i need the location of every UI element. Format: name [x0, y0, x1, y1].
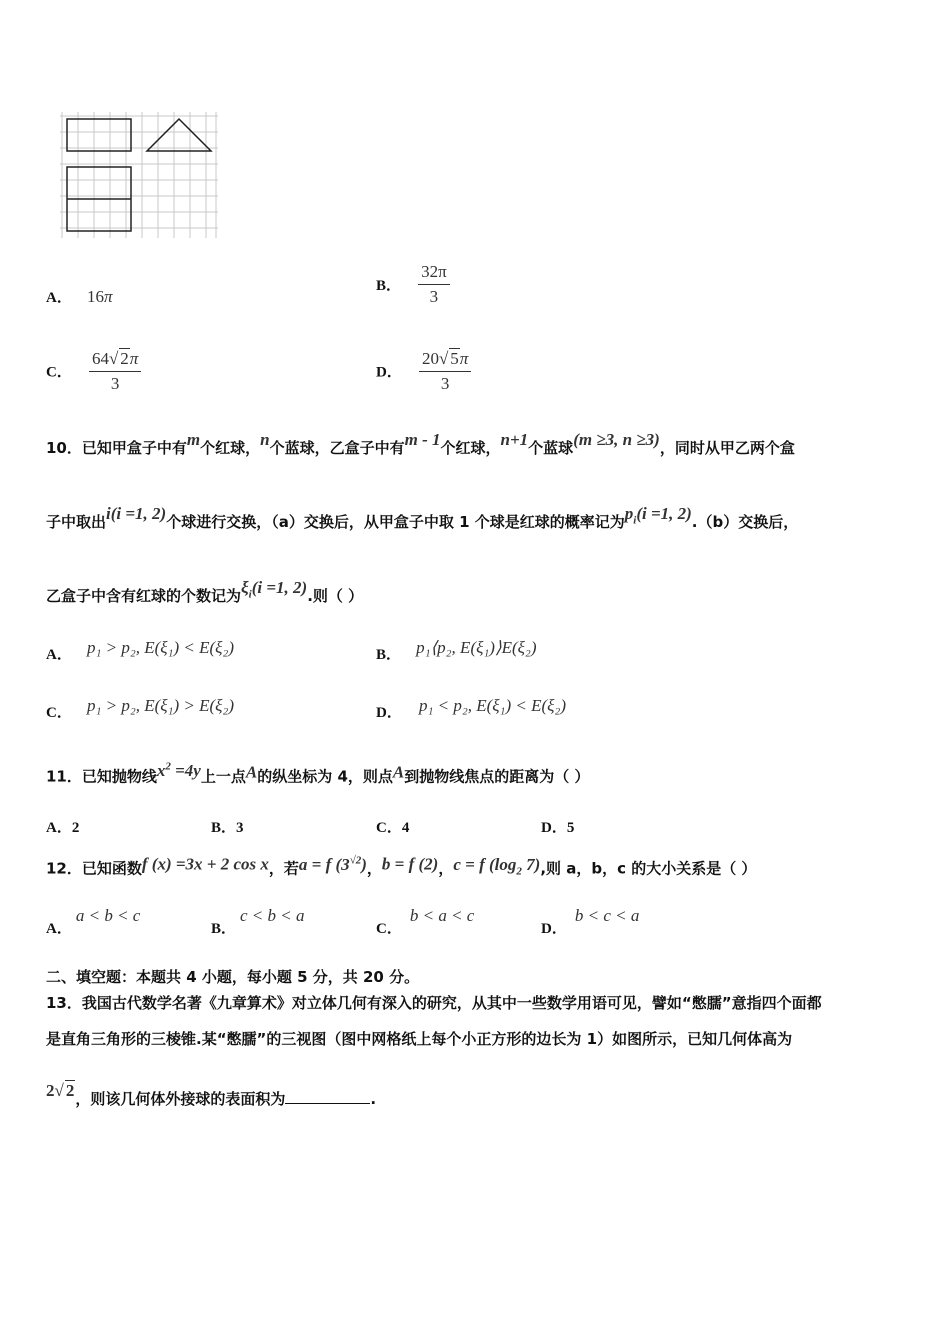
three-view-figure — [58, 110, 220, 240]
q12-option-c[interactable]: C．b < a < c — [376, 906, 475, 937]
fraction: $\frac{32\pi}{3}$ — [418, 262, 450, 307]
q10-line2: 子中取出i(i =1, 2)个球进行交换，（a）交换后，从甲盒子中取 1 个球是红球的概率记为$p_i(i =1$, 2).（b）交换后， — [46, 504, 799, 531]
q11-option-c[interactable]: C．4 — [376, 820, 410, 836]
side-view — [147, 119, 211, 151]
front-view — [67, 119, 131, 151]
q10-line3: 乙盒子中含有红球的个数记为$\xi_i(i =1$, 2).则（ ） — [46, 578, 364, 605]
q11-stem: 11．已知抛物线$x^2 =4y$上一点A的纵坐标为 4，则点A到抛物线焦点的距离为（ ） — [46, 760, 590, 786]
q13-line2: 是直角三角形的三棱锥.某“憋臑”的三视图（图中网格纸上每个小正方形的边长为 1）如图所示，已知几何体高为 — [46, 1030, 793, 1048]
q11-option-a[interactable]: A．2 — [46, 820, 80, 836]
q13-line1: 13．我国古代数学名著《九章算术》对立体几何有深入的研究，从其中一些数学用语可见，譬如“憋臑”意指四个面都 — [46, 994, 822, 1012]
q10-option-d[interactable]: D． p₁ < p₂, E(ξ₁) < E(ξ₂) — [376, 696, 566, 721]
fraction: $\frac{64√ 2\pi}{3}$ — [89, 348, 141, 394]
q12-option-b[interactable]: B．c < b < a — [211, 906, 305, 937]
q10-option-a[interactable]: A． p₁ > p₂, E(ξ₁) < E(ξ₂) — [46, 638, 234, 663]
q12-stem: 12．已知函数f (x) =3x + 2 cos x，若a = f $(3^{√2})$，b = f (2)，c = f ($\log_2$ 7),则 a，b，c 的大小关系是（ ） — [46, 854, 757, 878]
q12-option-a[interactable]: A．a < b < c — [46, 906, 141, 937]
q13-line3: 2√ 2，则该几何体外接球的表面积为 . — [46, 1081, 377, 1108]
grid-lines — [60, 112, 218, 238]
q11-option-b[interactable]: B．3 — [211, 820, 244, 836]
q9-option-c[interactable]: C． $\frac{64√ 2\pi}{3}$ — [46, 348, 141, 394]
section-heading: 二、填空题：本题共 4 小题，每小题 5 分，共 20 分。 — [46, 968, 420, 986]
q10-line1: 10．已知甲盒子中有m个红球，n个蓝球，乙盒子中有m - 1个红球，n+1个蓝球(m ≥3, n ≥3)，同时从甲乙两个盒 — [46, 430, 795, 457]
answer-blank[interactable] — [285, 1089, 370, 1104]
q9-option-d[interactable]: D． $\frac{20√ 5\pi}{3}$ — [376, 348, 471, 394]
q9-option-b[interactable]: B． $\frac{32\pi}{3}$ — [376, 262, 450, 307]
q10-option-c[interactable]: C． p₁ > p₂, E(ξ₁) > E(ξ₂) — [46, 696, 234, 721]
fraction: $\frac{20√ 5\pi}{3}$ — [419, 348, 471, 394]
q10-option-b[interactable]: B． p₁⟨p₂, E(ξ₁)⟩E(ξ₂) — [376, 638, 537, 663]
q11-option-d[interactable]: D．5 — [541, 820, 575, 836]
q12-option-d[interactable]: D．b < c < a — [541, 906, 640, 937]
q9-option-a[interactable]: A． 16π — [46, 287, 113, 306]
